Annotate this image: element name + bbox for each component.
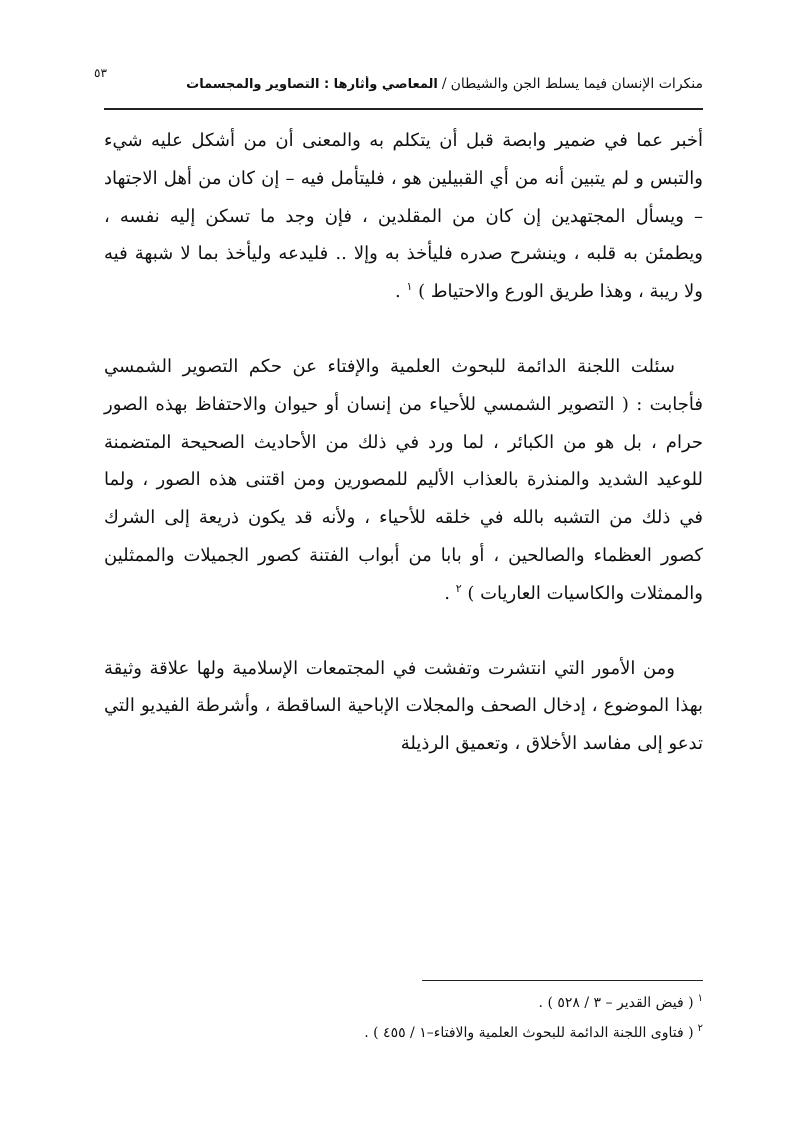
footnote-2-number: ٢ [697, 1023, 703, 1035]
footnote-2-text: ( فتاوى اللجنة الدائمة للبحوث العلمية والافتاء–١ / ٤٥٥ ) . [364, 1025, 694, 1041]
header-rule [104, 108, 703, 110]
paragraph-1 [104, 122, 703, 311]
page-number: ٥٣ [94, 66, 107, 80]
footnote-ref-1: ١ [406, 280, 413, 294]
footnote-1-number: ١ [697, 993, 703, 1005]
footnote-1-text: ( فيض القدير – ٣ / ٥٢٨ ) . [538, 995, 694, 1011]
running-header [160, 76, 703, 102]
header-chapter-title: المعاصي وأثارها : التصاوير والمجسمات [186, 77, 438, 92]
paragraph-1-text: أخبر عما في ضمير وابصة قبل أن يتكلم به والمعنى أن من أشكل عليه شيء والتبس و لم يتبين أنه من أي القبيلين هو ، فليتأمل فيه – إن كان من أهل الاجتهاد – ويسأل المجتهدين إن كان من المقلدين ، فإن وجد ما تسكن إليه نفسه ، ويطمئن به قلبه ، وينشرح صدره فليأخذ به وإلا .. فليدعه وليأخذ بما لا شبهة فيه ولا ريبة ، وهذا طريق الورع والاحتياط ) [104, 130, 703, 303]
footnote-rule [422, 980, 703, 981]
paragraph-2-tail: . [444, 582, 456, 604]
footnote-1 [104, 988, 703, 1018]
footnote-ref-2: ٢ [455, 581, 462, 595]
footnotes [104, 988, 703, 1048]
paragraph-3-text: ومن الأمور التي انتشرت وتفشت في المجتمعات الإسلامية ولها علاقة وثيقة بهذا الموضوع ، إدخال الصحف والمجلات الإباحية الساقطة ، وأشرطة الفيديو التي تدعو إلى مفاسد الأخلاق ، وتعميق الرذيلة [104, 657, 703, 755]
paragraph-2-text: سئلت اللجنة الدائمة للبحوث العلمية والإفتاء عن حكم التصوير الشمسي فأجابت : ( التصوير الشمسي للأحياء من إنسان أو حيوان والاحتفاظ بهذه الصور حرام ، بل هو من الكبائر ، لما ورد في ذلك من الأحاديث الصحيحة المتضمنة للوعيد الشديد والمنذرة بالعذاب الأليم للمصورين ومن اقتنى هذه الصور ، ولما في ذلك من التشبه بالله في خلقه للأحياء ، ولأنه قد يكون ذريعة إلى الشرك كصور العظماء والصالحين ، أو بابا من أبواب الفتنة كصور الجميلات والممثلين والممثلات والكاسيات العاريات ) [104, 355, 704, 604]
body-text [104, 122, 703, 763]
footnote-2 [104, 1018, 703, 1048]
header-series-title: منكرات الإنسان فيما يسلط الجن والشيطان [450, 76, 703, 92]
paragraph-2 [104, 348, 703, 613]
paragraph-3 [104, 650, 703, 763]
header-separator: / [441, 76, 447, 92]
paragraph-1-tail: . [395, 281, 407, 303]
